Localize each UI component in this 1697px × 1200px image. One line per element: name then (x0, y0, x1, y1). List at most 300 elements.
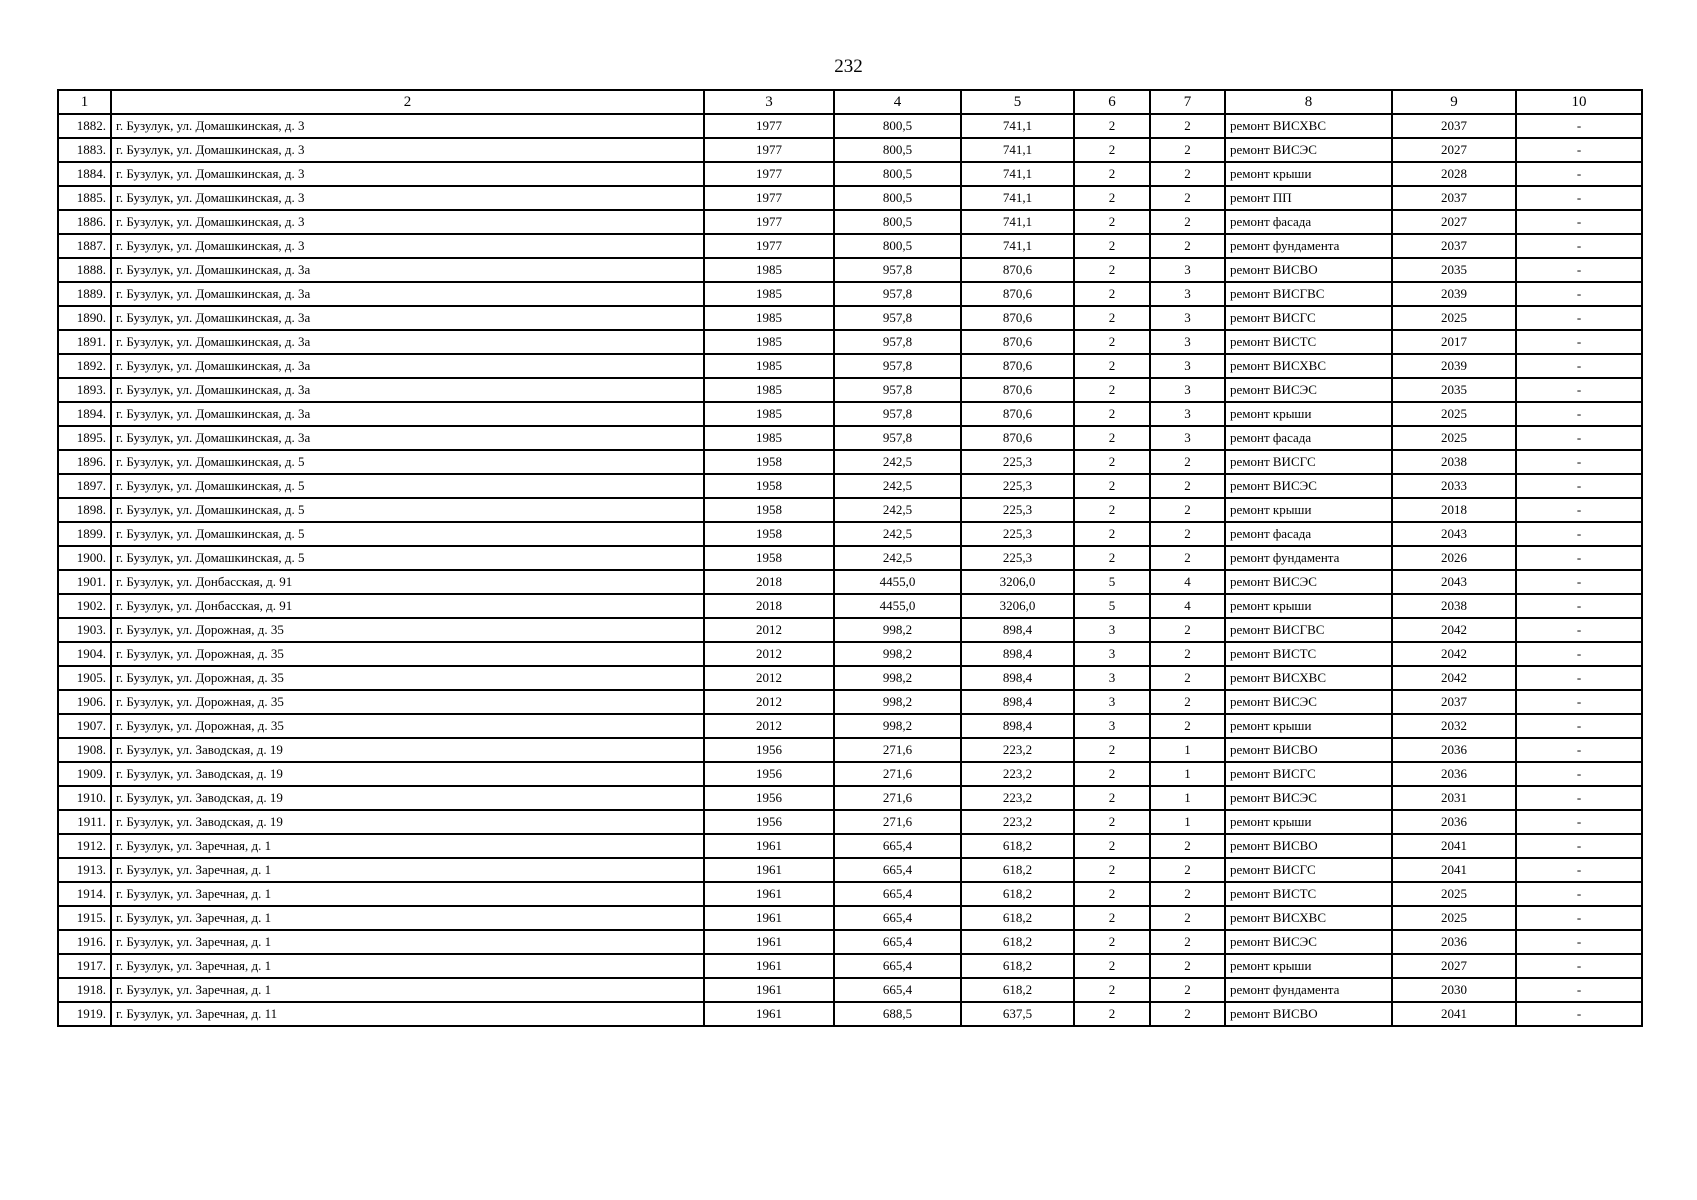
note-cell: - (1516, 906, 1642, 930)
floors-cell: 2 (1074, 546, 1150, 570)
address-cell: г. Бузулук, ул. Заводская, д. 19 (111, 738, 704, 762)
row-number-cell: 1882. (58, 114, 111, 138)
work-type-cell: ремонт ВИСГС (1225, 762, 1392, 786)
address-cell: г. Бузулук, ул. Домашкинская, д. 3а (111, 354, 704, 378)
table-row (58, 522, 1642, 546)
table-row (58, 906, 1642, 930)
row-number-cell: 1902. (58, 594, 111, 618)
living-area-cell: 618,2 (961, 978, 1074, 1002)
planned-year-cell: 2036 (1392, 738, 1516, 762)
table-row (58, 954, 1642, 978)
total-area-cell: 957,8 (834, 306, 961, 330)
total-area-cell: 665,4 (834, 978, 961, 1002)
table-row (58, 882, 1642, 906)
row-number-cell: 1883. (58, 138, 111, 162)
table-row (58, 282, 1642, 306)
work-type-cell: ремонт крыши (1225, 954, 1392, 978)
table-row (58, 378, 1642, 402)
living-area-cell: 870,6 (961, 258, 1074, 282)
living-area-cell: 870,6 (961, 402, 1074, 426)
planned-year-cell: 2025 (1392, 426, 1516, 450)
address-cell: г. Бузулук, ул. Домашкинская, д. 3 (111, 114, 704, 138)
living-area-cell: 3206,0 (961, 570, 1074, 594)
living-area-cell: 870,6 (961, 282, 1074, 306)
row-number-cell: 1885. (58, 186, 111, 210)
floors-cell: 2 (1074, 354, 1150, 378)
living-area-cell: 618,2 (961, 834, 1074, 858)
floors-cell: 2 (1074, 786, 1150, 810)
floors-cell: 2 (1074, 498, 1150, 522)
living-area-cell: 898,4 (961, 666, 1074, 690)
year-cell: 1977 (704, 114, 834, 138)
note-cell: - (1516, 786, 1642, 810)
note-cell: - (1516, 186, 1642, 210)
floors-cell: 2 (1074, 810, 1150, 834)
floors-cell: 2 (1074, 882, 1150, 906)
address-cell: г. Бузулук, ул. Заводская, д. 19 (111, 762, 704, 786)
table-row (58, 546, 1642, 570)
total-area-cell: 665,4 (834, 906, 961, 930)
living-area-cell: 741,1 (961, 186, 1074, 210)
address-cell: г. Бузулук, ул. Домашкинская, д. 3 (111, 186, 704, 210)
living-area-cell: 898,4 (961, 642, 1074, 666)
table-row (58, 786, 1642, 810)
planned-year-cell: 2030 (1392, 978, 1516, 1002)
note-cell: - (1516, 258, 1642, 282)
planned-year-cell: 2032 (1392, 714, 1516, 738)
total-area-cell: 957,8 (834, 378, 961, 402)
year-cell: 2012 (704, 690, 834, 714)
address-cell: г. Бузулук, ул. Дорожная, д. 35 (111, 666, 704, 690)
planned-year-cell: 2027 (1392, 954, 1516, 978)
floors-cell: 2 (1074, 330, 1150, 354)
entrances-cell: 2 (1150, 666, 1225, 690)
year-cell: 1985 (704, 354, 834, 378)
planned-year-cell: 2018 (1392, 498, 1516, 522)
total-area-cell: 957,8 (834, 402, 961, 426)
register-table (57, 89, 1643, 1027)
table-row (58, 162, 1642, 186)
column-header: 4 (834, 90, 961, 114)
row-number-cell: 1888. (58, 258, 111, 282)
row-number-cell: 1909. (58, 762, 111, 786)
year-cell: 1958 (704, 546, 834, 570)
note-cell: - (1516, 138, 1642, 162)
floors-cell: 2 (1074, 762, 1150, 786)
address-cell: г. Бузулук, ул. Заречная, д. 1 (111, 978, 704, 1002)
table-row (58, 354, 1642, 378)
entrances-cell: 2 (1150, 954, 1225, 978)
living-area-cell: 225,3 (961, 474, 1074, 498)
row-number-cell: 1887. (58, 234, 111, 258)
row-number-cell: 1899. (58, 522, 111, 546)
planned-year-cell: 2026 (1392, 546, 1516, 570)
table-row (58, 858, 1642, 882)
note-cell: - (1516, 690, 1642, 714)
address-cell: г. Бузулук, ул. Заречная, д. 11 (111, 1002, 704, 1026)
address-cell: г. Бузулук, ул. Донбасская, д. 91 (111, 594, 704, 618)
planned-year-cell: 2036 (1392, 762, 1516, 786)
total-area-cell: 665,4 (834, 882, 961, 906)
floors-cell: 2 (1074, 954, 1150, 978)
table-row (58, 690, 1642, 714)
living-area-cell: 741,1 (961, 162, 1074, 186)
table-row (58, 474, 1642, 498)
row-number-cell: 1903. (58, 618, 111, 642)
living-area-cell: 741,1 (961, 234, 1074, 258)
year-cell: 1985 (704, 378, 834, 402)
living-area-cell: 3206,0 (961, 594, 1074, 618)
address-cell: г. Бузулук, ул. Заречная, д. 1 (111, 858, 704, 882)
note-cell: - (1516, 666, 1642, 690)
total-area-cell: 242,5 (834, 546, 961, 570)
total-area-cell: 957,8 (834, 258, 961, 282)
row-number-cell: 1907. (58, 714, 111, 738)
planned-year-cell: 2027 (1392, 210, 1516, 234)
table-row (58, 642, 1642, 666)
address-cell: г. Бузулук, ул. Домашкинская, д. 5 (111, 546, 704, 570)
address-cell: г. Бузулук, ул. Домашкинская, д. 3а (111, 258, 704, 282)
address-cell: г. Бузулук, ул. Заводская, д. 19 (111, 786, 704, 810)
row-number-cell: 1905. (58, 666, 111, 690)
work-type-cell: ремонт ВИСХВС (1225, 354, 1392, 378)
planned-year-cell: 2042 (1392, 666, 1516, 690)
row-number-cell: 1892. (58, 354, 111, 378)
entrances-cell: 2 (1150, 450, 1225, 474)
year-cell: 2012 (704, 666, 834, 690)
total-area-cell: 271,6 (834, 738, 961, 762)
address-cell: г. Бузулук, ул. Дорожная, д. 35 (111, 714, 704, 738)
address-cell: г. Бузулук, ул. Заречная, д. 1 (111, 954, 704, 978)
living-area-cell: 741,1 (961, 138, 1074, 162)
planned-year-cell: 2038 (1392, 450, 1516, 474)
living-area-cell: 870,6 (961, 426, 1074, 450)
total-area-cell: 998,2 (834, 618, 961, 642)
row-number-cell: 1911. (58, 810, 111, 834)
entrances-cell: 2 (1150, 930, 1225, 954)
floors-cell: 2 (1074, 114, 1150, 138)
entrances-cell: 2 (1150, 618, 1225, 642)
row-number-cell: 1891. (58, 330, 111, 354)
table-row (58, 450, 1642, 474)
living-area-cell: 618,2 (961, 882, 1074, 906)
total-area-cell: 4455,0 (834, 594, 961, 618)
entrances-cell: 2 (1150, 186, 1225, 210)
note-cell: - (1516, 426, 1642, 450)
floors-cell: 2 (1074, 450, 1150, 474)
column-header: 10 (1516, 90, 1642, 114)
row-number-cell: 1912. (58, 834, 111, 858)
note-cell: - (1516, 714, 1642, 738)
work-type-cell: ремонт ВИСГВС (1225, 618, 1392, 642)
work-type-cell: ремонт крыши (1225, 498, 1392, 522)
work-type-cell: ремонт ВИСЭС (1225, 930, 1392, 954)
address-cell: г. Бузулук, ул. Домашкинская, д. 3 (111, 234, 704, 258)
work-type-cell: ремонт фасада (1225, 522, 1392, 546)
planned-year-cell: 2025 (1392, 882, 1516, 906)
table-row (58, 834, 1642, 858)
row-number-cell: 1919. (58, 1002, 111, 1026)
entrances-cell: 1 (1150, 786, 1225, 810)
address-cell: г. Бузулук, ул. Заречная, д. 1 (111, 834, 704, 858)
planned-year-cell: 2025 (1392, 402, 1516, 426)
planned-year-cell: 2037 (1392, 234, 1516, 258)
year-cell: 1985 (704, 282, 834, 306)
table-row (58, 738, 1642, 762)
work-type-cell: ремонт крыши (1225, 162, 1392, 186)
living-area-cell: 618,2 (961, 906, 1074, 930)
living-area-cell: 870,6 (961, 354, 1074, 378)
entrances-cell: 2 (1150, 690, 1225, 714)
note-cell: - (1516, 858, 1642, 882)
address-cell: г. Бузулук, ул. Домашкинская, д. 3а (111, 402, 704, 426)
year-cell: 1977 (704, 210, 834, 234)
year-cell: 1958 (704, 450, 834, 474)
entrances-cell: 2 (1150, 474, 1225, 498)
floors-cell: 2 (1074, 426, 1150, 450)
table-row (58, 570, 1642, 594)
address-cell: г. Бузулук, ул. Дорожная, д. 35 (111, 690, 704, 714)
note-cell: - (1516, 738, 1642, 762)
total-area-cell: 998,2 (834, 714, 961, 738)
work-type-cell: ремонт ВИСГС (1225, 306, 1392, 330)
address-cell: г. Бузулук, ул. Заречная, д. 1 (111, 882, 704, 906)
year-cell: 1961 (704, 1002, 834, 1026)
floors-cell: 2 (1074, 474, 1150, 498)
row-number-cell: 1916. (58, 930, 111, 954)
table-row (58, 714, 1642, 738)
entrances-cell: 1 (1150, 738, 1225, 762)
note-cell: - (1516, 810, 1642, 834)
address-cell: г. Бузулук, ул. Домашкинская, д. 5 (111, 474, 704, 498)
note-cell: - (1516, 330, 1642, 354)
row-number-cell: 1906. (58, 690, 111, 714)
note-cell: - (1516, 642, 1642, 666)
work-type-cell: ремонт ВИСТС (1225, 882, 1392, 906)
row-number-cell: 1896. (58, 450, 111, 474)
row-number-cell: 1886. (58, 210, 111, 234)
note-cell: - (1516, 1002, 1642, 1026)
year-cell: 2012 (704, 714, 834, 738)
planned-year-cell: 2043 (1392, 570, 1516, 594)
row-number-cell: 1889. (58, 282, 111, 306)
planned-year-cell: 2033 (1392, 474, 1516, 498)
entrances-cell: 1 (1150, 810, 1225, 834)
table-row (58, 426, 1642, 450)
address-cell: г. Бузулук, ул. Дорожная, д. 35 (111, 618, 704, 642)
note-cell: - (1516, 402, 1642, 426)
living-area-cell: 741,1 (961, 210, 1074, 234)
work-type-cell: ремонт фасада (1225, 210, 1392, 234)
note-cell: - (1516, 570, 1642, 594)
column-header: 5 (961, 90, 1074, 114)
column-header: 8 (1225, 90, 1392, 114)
living-area-cell: 225,3 (961, 450, 1074, 474)
note-cell: - (1516, 234, 1642, 258)
table-row (58, 666, 1642, 690)
floors-cell: 2 (1074, 306, 1150, 330)
planned-year-cell: 2041 (1392, 1002, 1516, 1026)
planned-year-cell: 2025 (1392, 906, 1516, 930)
work-type-cell: ремонт ВИСВО (1225, 1002, 1392, 1026)
planned-year-cell: 2038 (1392, 594, 1516, 618)
floors-cell: 5 (1074, 570, 1150, 594)
note-cell: - (1516, 762, 1642, 786)
row-number-cell: 1894. (58, 402, 111, 426)
floors-cell: 2 (1074, 522, 1150, 546)
floors-cell: 2 (1074, 858, 1150, 882)
living-area-cell: 870,6 (961, 306, 1074, 330)
year-cell: 1985 (704, 426, 834, 450)
work-type-cell: ремонт ВИСЭС (1225, 378, 1392, 402)
living-area-cell: 225,3 (961, 522, 1074, 546)
planned-year-cell: 2036 (1392, 810, 1516, 834)
work-type-cell: ремонт ВИСВО (1225, 258, 1392, 282)
entrances-cell: 3 (1150, 426, 1225, 450)
entrances-cell: 2 (1150, 642, 1225, 666)
row-number-cell: 1901. (58, 570, 111, 594)
year-cell: 1961 (704, 834, 834, 858)
address-cell: г. Бузулук, ул. Домашкинская, д. 3 (111, 162, 704, 186)
total-area-cell: 800,5 (834, 210, 961, 234)
planned-year-cell: 2036 (1392, 930, 1516, 954)
table-body (58, 114, 1642, 1026)
total-area-cell: 271,6 (834, 810, 961, 834)
table-row (58, 330, 1642, 354)
total-area-cell: 242,5 (834, 522, 961, 546)
entrances-cell: 3 (1150, 282, 1225, 306)
entrances-cell: 2 (1150, 882, 1225, 906)
address-cell: г. Бузулук, ул. Домашкинская, д. 3а (111, 282, 704, 306)
floors-cell: 3 (1074, 642, 1150, 666)
living-area-cell: 223,2 (961, 786, 1074, 810)
row-number-cell: 1904. (58, 642, 111, 666)
total-area-cell: 688,5 (834, 1002, 961, 1026)
entrances-cell: 2 (1150, 114, 1225, 138)
entrances-cell: 2 (1150, 210, 1225, 234)
note-cell: - (1516, 162, 1642, 186)
column-header: 3 (704, 90, 834, 114)
planned-year-cell: 2025 (1392, 306, 1516, 330)
planned-year-cell: 2037 (1392, 690, 1516, 714)
floors-cell: 2 (1074, 282, 1150, 306)
total-area-cell: 800,5 (834, 162, 961, 186)
address-cell: г. Бузулук, ул. Домашкинская, д. 5 (111, 498, 704, 522)
floors-cell: 2 (1074, 1002, 1150, 1026)
year-cell: 1961 (704, 858, 834, 882)
row-number-cell: 1898. (58, 498, 111, 522)
work-type-cell: ремонт фундамента (1225, 234, 1392, 258)
total-area-cell: 800,5 (834, 186, 961, 210)
work-type-cell: ремонт крыши (1225, 594, 1392, 618)
row-number-cell: 1908. (58, 738, 111, 762)
living-area-cell: 223,2 (961, 810, 1074, 834)
planned-year-cell: 2037 (1392, 186, 1516, 210)
address-cell: г. Бузулук, ул. Домашкинская, д. 3а (111, 330, 704, 354)
table-row (58, 594, 1642, 618)
year-cell: 1958 (704, 474, 834, 498)
total-area-cell: 800,5 (834, 138, 961, 162)
address-cell: г. Бузулук, ул. Домашкинская, д. 3а (111, 426, 704, 450)
address-cell: г. Бузулук, ул. Домашкинская, д. 5 (111, 522, 704, 546)
living-area-cell: 870,6 (961, 378, 1074, 402)
work-type-cell: ремонт ВИСЭС (1225, 690, 1392, 714)
row-number-cell: 1910. (58, 786, 111, 810)
planned-year-cell: 2042 (1392, 642, 1516, 666)
floors-cell: 2 (1074, 834, 1150, 858)
year-cell: 1977 (704, 186, 834, 210)
year-cell: 1958 (704, 498, 834, 522)
living-area-cell: 225,3 (961, 546, 1074, 570)
row-number-cell: 1897. (58, 474, 111, 498)
note-cell: - (1516, 978, 1642, 1002)
entrances-cell: 2 (1150, 858, 1225, 882)
row-number-cell: 1915. (58, 906, 111, 930)
year-cell: 2018 (704, 570, 834, 594)
planned-year-cell: 2041 (1392, 858, 1516, 882)
note-cell: - (1516, 522, 1642, 546)
total-area-cell: 665,4 (834, 858, 961, 882)
year-cell: 2018 (704, 594, 834, 618)
table-row (58, 234, 1642, 258)
table-row (58, 618, 1642, 642)
planned-year-cell: 2037 (1392, 114, 1516, 138)
note-cell: - (1516, 882, 1642, 906)
work-type-cell: ремонт фасада (1225, 426, 1392, 450)
address-cell: г. Бузулук, ул. Заречная, д. 1 (111, 906, 704, 930)
entrances-cell: 2 (1150, 162, 1225, 186)
note-cell: - (1516, 354, 1642, 378)
note-cell: - (1516, 378, 1642, 402)
floors-cell: 2 (1074, 210, 1150, 234)
planned-year-cell: 2043 (1392, 522, 1516, 546)
floors-cell: 2 (1074, 930, 1150, 954)
living-area-cell: 870,6 (961, 330, 1074, 354)
work-type-cell: ремонт ПП (1225, 186, 1392, 210)
address-cell: г. Бузулук, ул. Донбасская, д. 91 (111, 570, 704, 594)
entrances-cell: 3 (1150, 402, 1225, 426)
work-type-cell: ремонт ВИСЭС (1225, 474, 1392, 498)
floors-cell: 2 (1074, 738, 1150, 762)
planned-year-cell: 2041 (1392, 834, 1516, 858)
floors-cell: 2 (1074, 258, 1150, 282)
address-cell: г. Бузулук, ул. Домашкинская, д. 5 (111, 450, 704, 474)
table-row (58, 138, 1642, 162)
entrances-cell: 2 (1150, 906, 1225, 930)
work-type-cell: ремонт ВИСТС (1225, 642, 1392, 666)
entrances-cell: 2 (1150, 714, 1225, 738)
living-area-cell: 898,4 (961, 714, 1074, 738)
year-cell: 1956 (704, 762, 834, 786)
floors-cell: 3 (1074, 618, 1150, 642)
year-cell: 2012 (704, 618, 834, 642)
year-cell: 1985 (704, 402, 834, 426)
row-number-cell: 1890. (58, 306, 111, 330)
note-cell: - (1516, 210, 1642, 234)
entrances-cell: 2 (1150, 546, 1225, 570)
floors-cell: 2 (1074, 906, 1150, 930)
page-number: 232 (834, 56, 863, 77)
floors-cell: 2 (1074, 234, 1150, 258)
row-number-cell: 1914. (58, 882, 111, 906)
work-type-cell: ремонт ВИСЭС (1225, 570, 1392, 594)
floors-cell: 2 (1074, 402, 1150, 426)
floors-cell: 3 (1074, 690, 1150, 714)
entrances-cell: 2 (1150, 522, 1225, 546)
planned-year-cell: 2017 (1392, 330, 1516, 354)
year-cell: 1956 (704, 738, 834, 762)
entrances-cell: 4 (1150, 570, 1225, 594)
